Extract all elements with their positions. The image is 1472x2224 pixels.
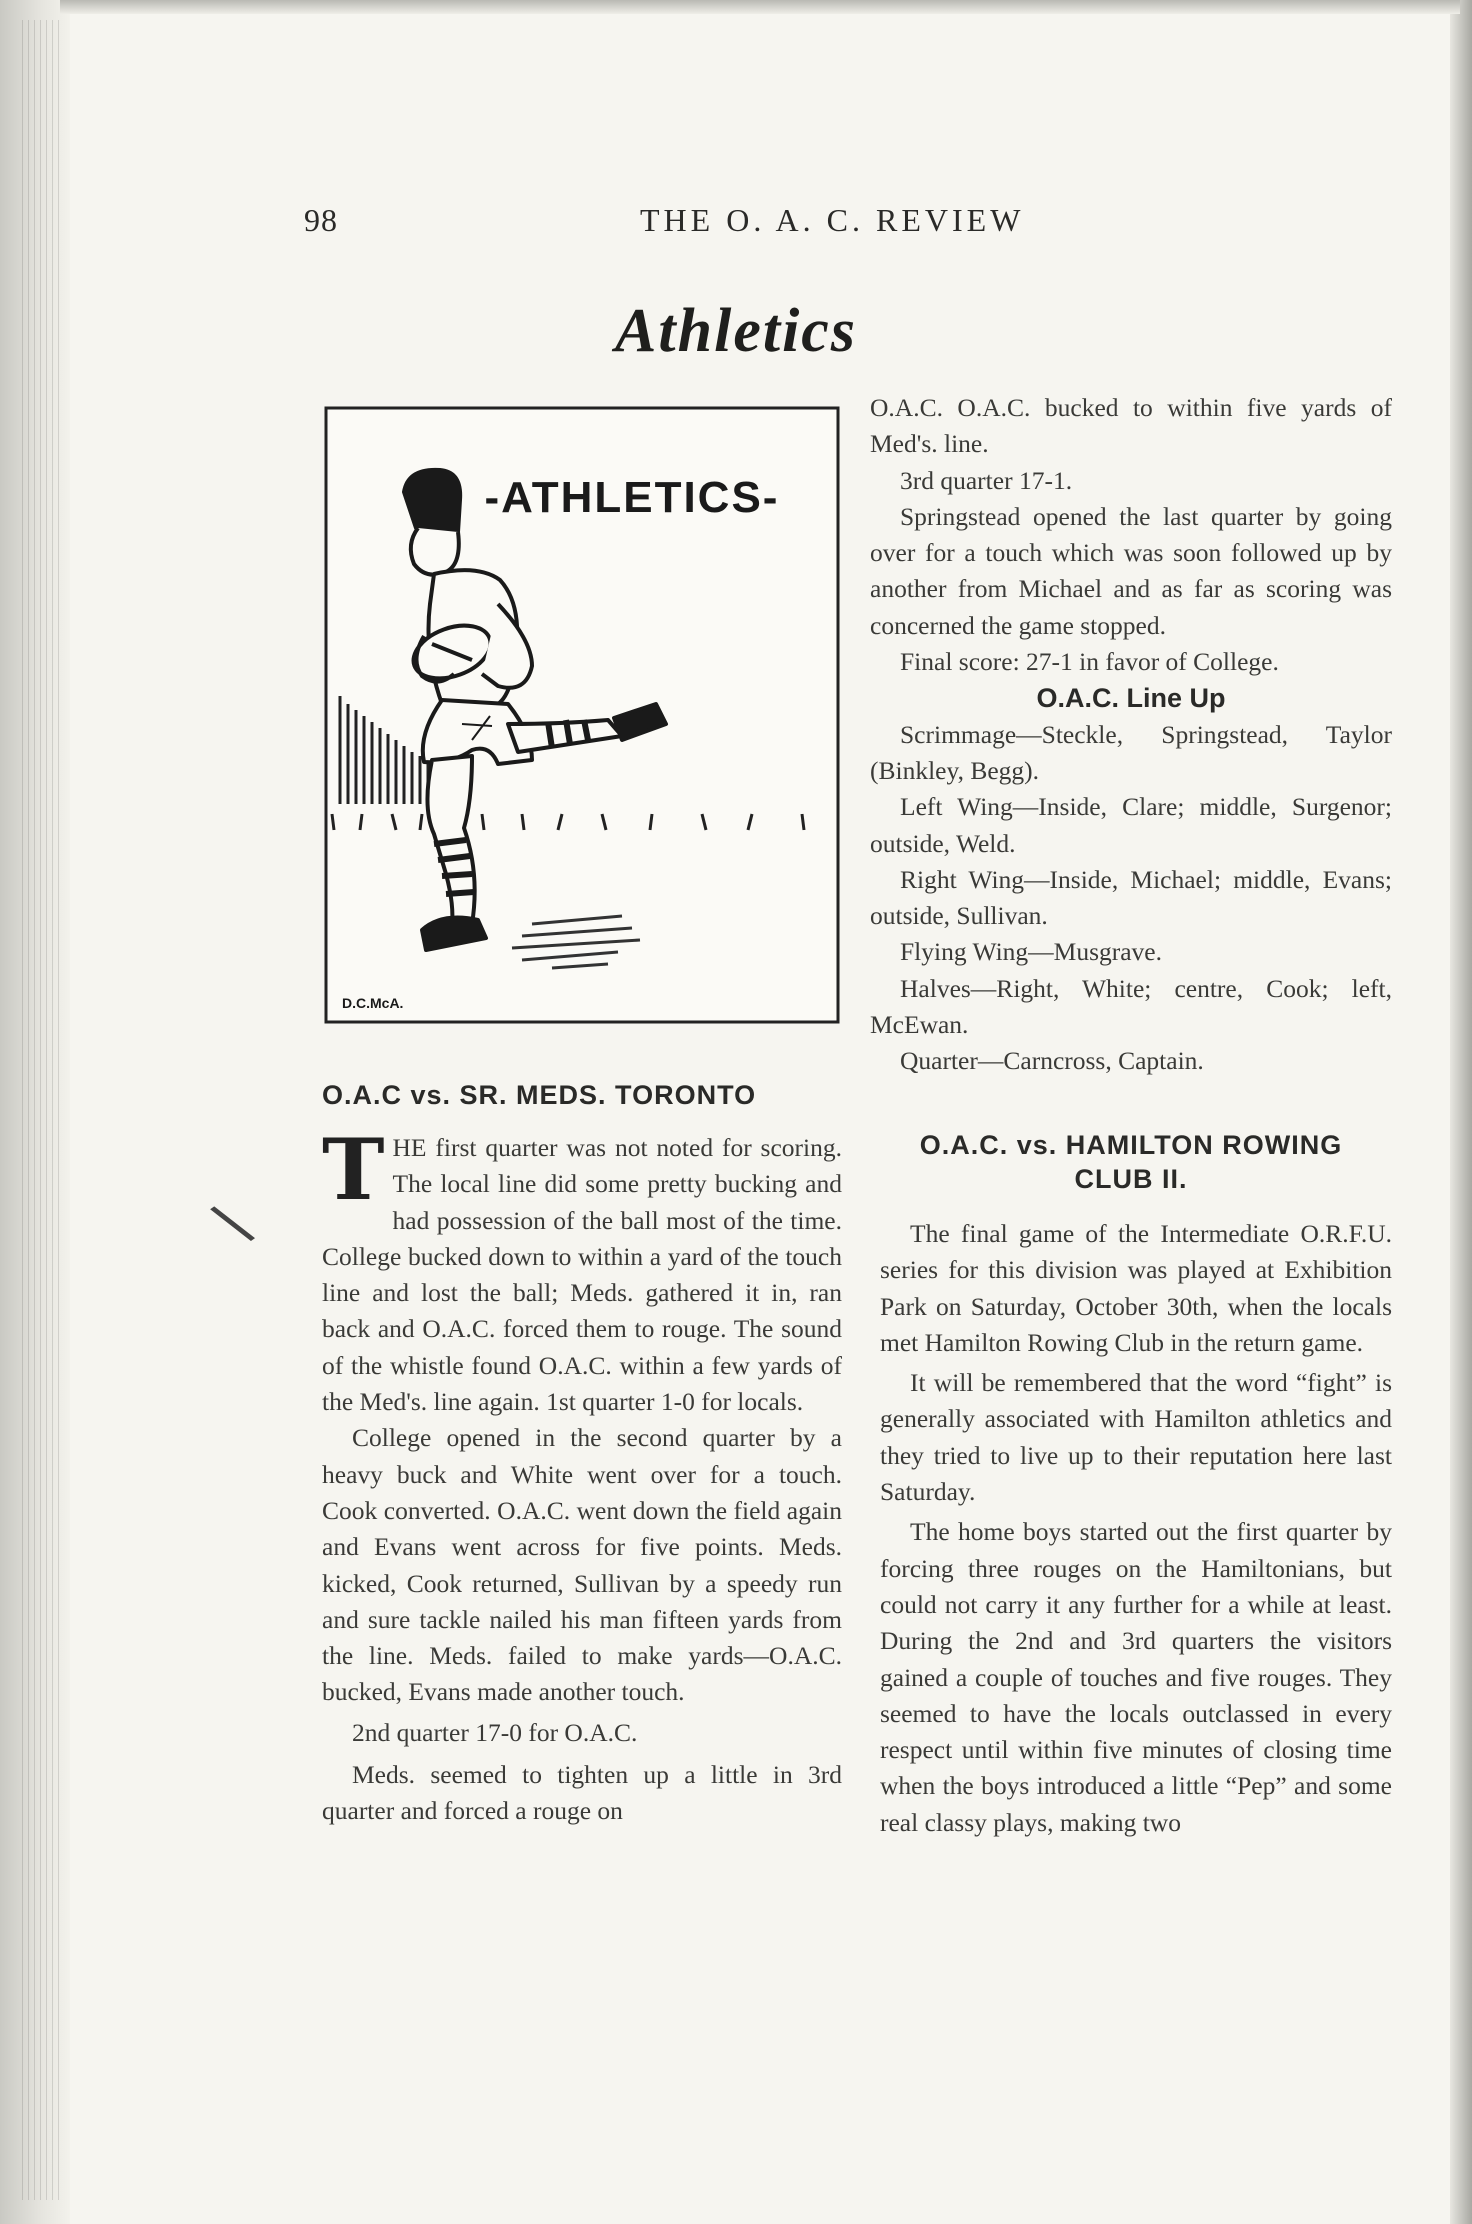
page-number: 98 (304, 202, 338, 238)
article-heading-hamilton (870, 1128, 1392, 1196)
lineup-item: Scrimmage—Steckle, Springstead, Taylor (Binkley, Begg). (870, 719, 1392, 785)
paragraph: 3rd quarter 17-1. (900, 465, 1073, 495)
illustration-signature: D.C.McA. (342, 995, 404, 1011)
lineup-heading: O.A.C. Line Up (1036, 683, 1226, 714)
right-column-text-2 (880, 1216, 1392, 1841)
heading-line: CLUB II. (1074, 1164, 1188, 1194)
paragraph: The home boys started out the first quarter by forcing three rouges on the Hamiltonians, but could not carry it any further for a while at least. During the 2nd and 3rd quarters the visitors gained a couple of touches and five rouges. They seemed to have the locals outclassed in every respect until within five minutes of closing time when the boys introduced a little “Pep” and some real classy plays, making two (880, 1517, 1392, 1837)
paragraph: The final game of the Intermediate O.R.F.U. series for this division was played at Exhibition Park on Saturday, October 30th, when the locals met Hamilton Rowing Club in the return game. (880, 1219, 1392, 1357)
paragraph: College opened in the second quarter by a heavy buck and White went over for a touch. Cook converted. O.A.C. went down the field again and Evans went across for five points. Meds. kicked, Cook returned, Sullivan by a speedy run and sure tackle nailed his man fifteen yards from the line. Meds. failed to make yards—O.A.C. bucked, Evans made another touch. (322, 1423, 842, 1707)
paragraph: Final score: 27-1 in favor of College. (900, 647, 1279, 677)
lineup-item: Flying Wing—Musgrave. (900, 937, 1162, 967)
lineup-item: Halves—Right, White; centre, Cook; left, McEwan. (870, 973, 1392, 1040)
running-head: THE O. A. C. REVIEW (640, 202, 1025, 238)
heading-line: O.A.C. vs. HAMILTON ROWING (919, 1130, 1343, 1160)
paragraph: Meds. seemed to tighten up a little in 3rd quarter and forced a rouge on (322, 1760, 842, 1826)
paragraph: It will be remembered that the word “fight” is generally associated with Hamilton athletics and they tried to live up to their reputation here last Saturday. (880, 1368, 1392, 1507)
lineup-item: Quarter—Carncross, Captain. (900, 1046, 1204, 1076)
paragraph: O.A.C. O.A.C. bucked to within five yards of Med's. line. (870, 393, 1392, 459)
paragraph: Springstead opened the last quarter by going over for a touch which was soon followed up by another from Michael and as far as scoring was concerned the game stopped. (870, 501, 1392, 640)
illustration-title: -ATHLETICS- (484, 473, 780, 522)
paragraph: 2nd quarter 17-0 for O.A.C. (352, 1717, 638, 1747)
drop-cap: T (322, 1120, 385, 1219)
right-column-text (870, 390, 1392, 1080)
left-column-text (322, 1120, 842, 1830)
athletics-illustration (322, 404, 842, 1026)
article-lead-paragraph: THE first quarter was not noted for scoring. The local line did some pretty bucking and had possession of the ball most of the time. College bucked down to within a yard of the touch line and lost the ball; Meds. gathered it in, ran back and O.A.C. forced them to rouge. The sound of the whistle found O.A.C. within a few yards of the Med's. line again. 1st quarter 1-0 for locals. (322, 1120, 842, 1417)
top-page-edge (60, 0, 1460, 14)
lineup-item: Right Wing—Inside, Michael; middle, Evans; outside, Sullivan. (870, 864, 1392, 931)
margin-pencil-mark: \ (203, 1188, 261, 1258)
article-heading-meds: O.A.C vs. SR. MEDS. TORONTO (322, 1080, 757, 1110)
lineup-item: Left Wing—Inside, Clare; middle, Surgenor; outside, Weld. (870, 792, 1392, 858)
section-title: Athletics (615, 297, 857, 365)
